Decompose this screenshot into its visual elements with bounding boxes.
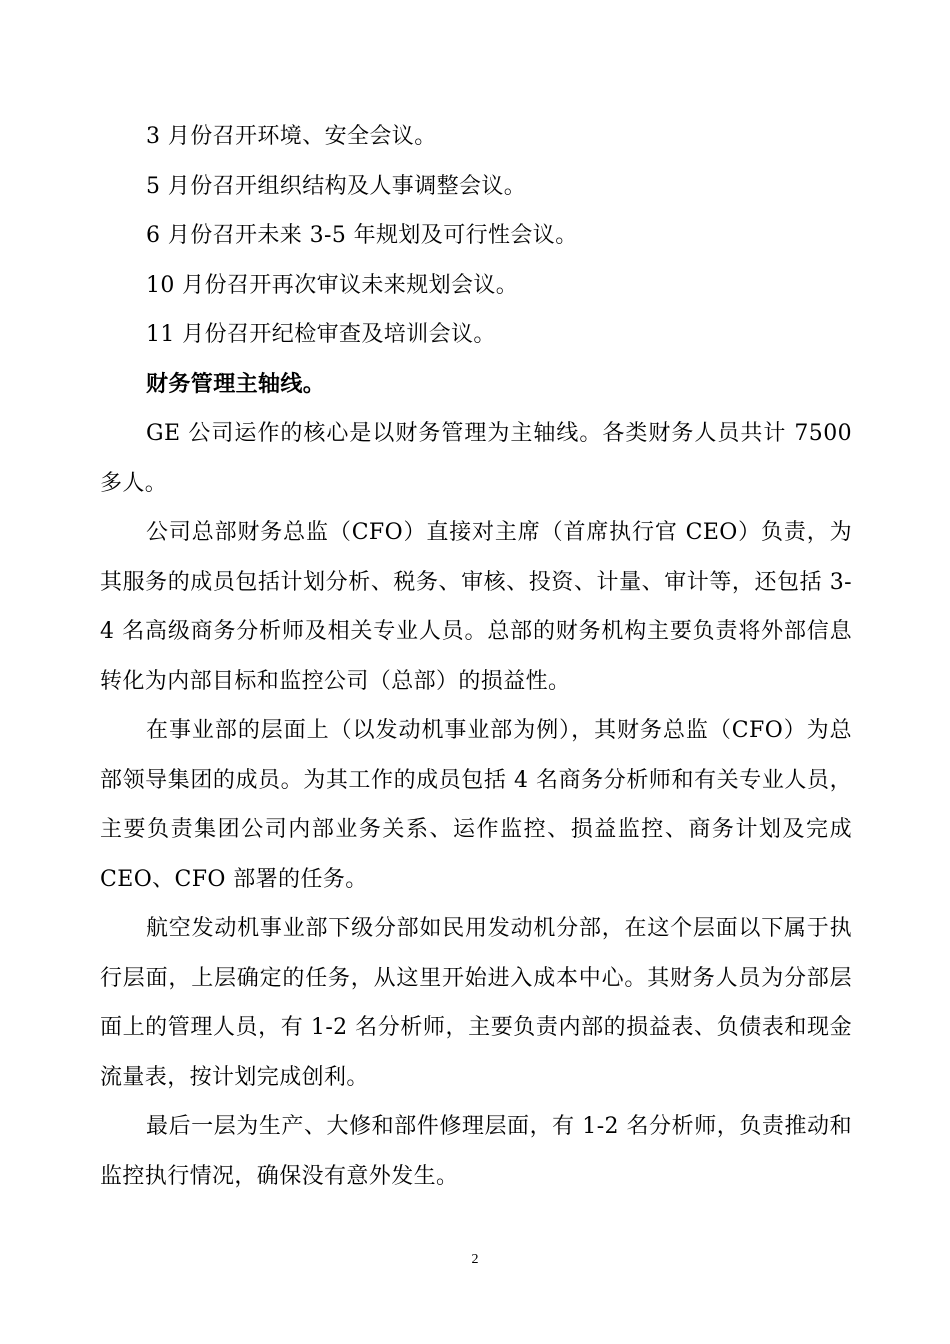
paragraph-subdivision: 航空发动机事业部下级分部如民用发动机分部，在这个层面以下属于执行层面，上层确定的任务，从这里开始进入成本中心。其财务人员为分部层面上的管理人员，有 1-2 名分析师，主要负责内部的损益表、负债表和现金流量表，按计划完成创利。	[100, 916, 852, 1090]
paragraph-hq-cfo: 公司总部财务总监（CFO）直接对主席（首席执行官 CEO）负责，为其服务的成员包括计划分析、税务、审核、投资、计量、审计等，还包括 3-4 名高级商务分析师及相关专业人员。总部的财务机构主要负责将外部信息转化为内部目标和监控公司（总部）的损益性。	[100, 520, 852, 694]
paragraph-production-level: 最后一层为生产、大修和部件修理层面，有 1-2 名分析师，负责推动和监控执行情况，确保没有意外发生。	[100, 1114, 852, 1189]
paragraph-meeting-november: 11 月份召开纪检审查及培训会议。	[146, 322, 496, 347]
document-body	[100, 112, 852, 1201]
page-number: 2	[471, 1252, 479, 1267]
section-heading: 财务管理主轴线。	[146, 370, 326, 397]
paragraph-meeting-june: 6 月份召开未来 3-5 年规划及可行性会议。	[146, 223, 578, 248]
paragraph-meeting-october: 10 月份召开再次审议未来规划会议。	[146, 272, 519, 298]
paragraph-meeting-may: 5 月份召开组织结构及人事调整会议。	[146, 173, 527, 199]
paragraph-meeting-march: 3 月份召开环境、安全会议。	[146, 124, 437, 149]
paragraph-ge-core: GE 公司运作的核心是以财务管理为主轴线。各类财务人员共计 7500 多人。	[100, 421, 852, 496]
paragraph-division-cfo: 在事业部的层面上（以发动机事业部为例），其财务总监（CFO）为总部领导集团的成员。为其工作的成员包括 4 名商务分析师和有关专业人员，主要负责集团公司内部业务关系、运作监控、损益监控、商务计划及完成 CEO、CFO 部署的任务。	[100, 718, 852, 892]
